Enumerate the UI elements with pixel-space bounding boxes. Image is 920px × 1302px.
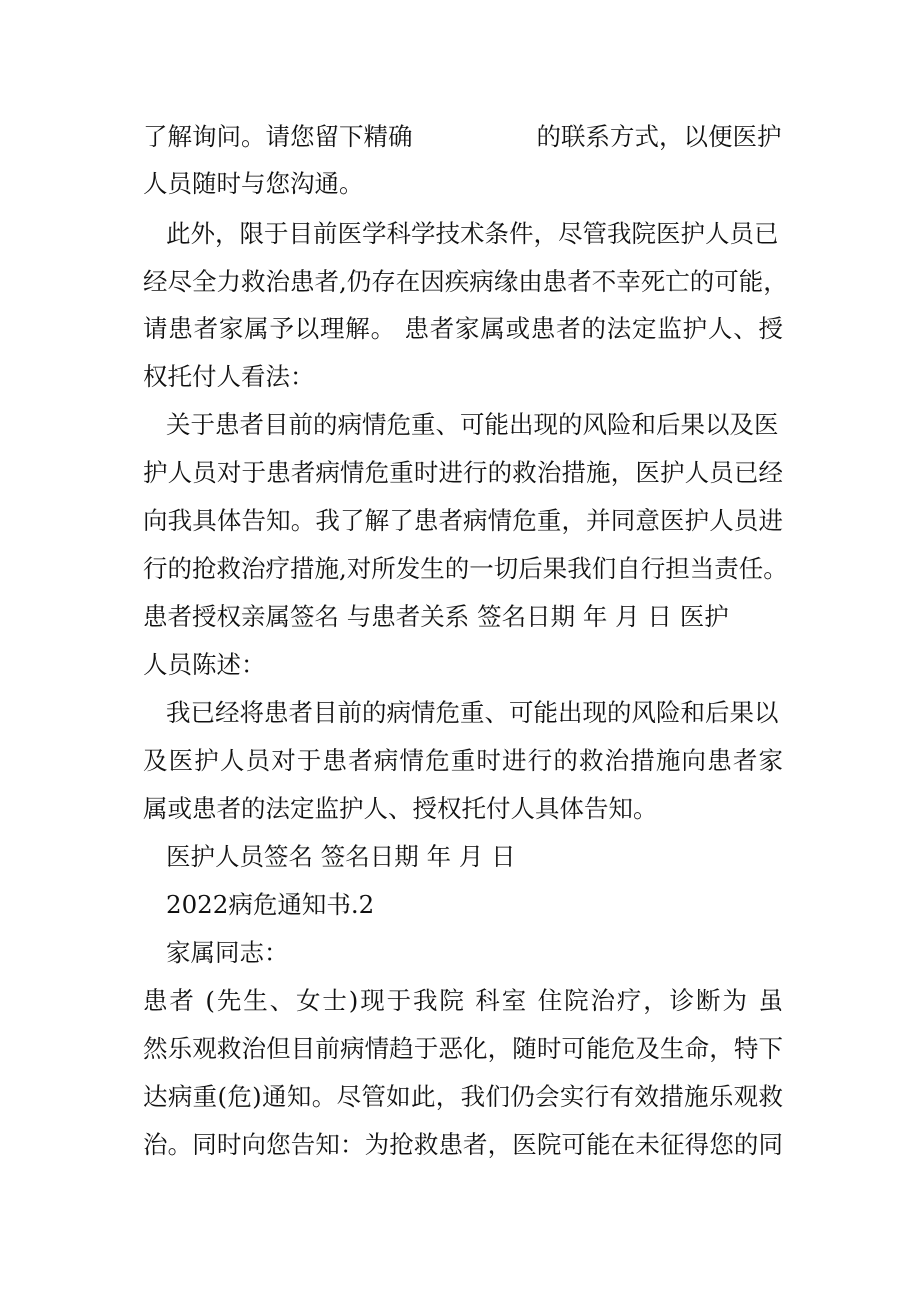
paragraph-line: 治。同时向您告知：为抢救患者，医院可能在未征得您的同	[143, 1130, 783, 1159]
paragraph-line: 然乐观救治但目前病情趋于恶化，随时可能危及生命，特下	[143, 1034, 783, 1063]
paragraph-line: 人员陈述：	[143, 650, 266, 679]
paragraph-line: 权托付人看法：	[143, 362, 315, 391]
paragraph-line: 我已经将患者目前的病情危重、可能出现的风险和后果以	[166, 698, 779, 727]
paragraph-line: 护人员对于患者病情危重时进行的救治措施，医护人员已经	[143, 458, 783, 487]
paragraph-line: 向我具体告知。我了解了患者病情危重，并同意医护人员进	[143, 506, 783, 535]
paragraph-line: 请患者家属予以理解。 患者家属或患者的法定监护人、授	[143, 314, 783, 343]
signature-line: 医护人员签名 签名日期 年 月 日	[166, 842, 516, 871]
paragraph-line: 关于患者目前的病情危重、可能出现的风险和后果以及医	[166, 410, 779, 439]
paragraph-line: 此外，限于目前医学科学技术条件，尽管我院医护人员已	[166, 219, 779, 248]
text-segment: 的联系方式，以便医护	[536, 122, 782, 151]
paragraph-line	[143, 117, 783, 157]
paragraph-line: 经尽全力救治患者,仍存在因疾病缘由患者不幸死亡的可能，	[143, 267, 788, 296]
salutation: 家属同志：	[166, 938, 289, 967]
paragraph-line: 人员随时与您沟通。	[143, 169, 364, 198]
signature-line: 患者授权亲属签名 与患者关系 签名日期 年 月 日 医护	[143, 602, 729, 631]
paragraph-line: 行的抢救治疗措施,对所发生的一切后果我们自行担当责任。	[143, 554, 788, 583]
paragraph-line: 患者 (先生、女士)现于我院 科室 住院治疗，诊断为 虽	[143, 986, 783, 1015]
text-segment: 了解询问。请您留下精确	[143, 122, 413, 151]
paragraph-line: 属或患者的法定监护人、授权托付人具体告知。	[143, 794, 658, 823]
paragraph-line: 及医护人员对于患者病情危重时进行的救治措施向患者家	[143, 746, 783, 775]
section-heading: 2022病危通知书.2	[166, 890, 375, 919]
paragraph-line: 达病重(危)通知。尽管如此，我们仍会实行有效措施乐观救	[143, 1082, 783, 1111]
